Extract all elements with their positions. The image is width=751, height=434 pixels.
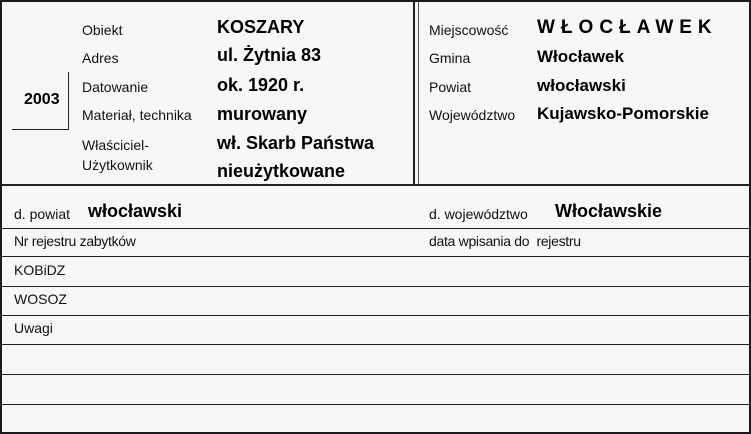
gmina-label: Gmina xyxy=(429,50,471,66)
center-divider-shadow xyxy=(418,2,419,184)
material-value: murowany xyxy=(217,104,308,124)
uwagi-label: Uwagi xyxy=(14,320,53,336)
row-divider-4 xyxy=(2,315,749,316)
row-divider-1 xyxy=(2,228,749,229)
nr-rejestru-label: Nr rejestru zabytków xyxy=(14,233,136,249)
datowanie-value: ok. 1920 r. xyxy=(217,75,305,95)
row-divider-2 xyxy=(2,256,749,257)
material-label: Materiał, technika xyxy=(82,107,192,123)
row-divider-7 xyxy=(2,404,749,405)
d-powiat-value: włocławski xyxy=(88,201,183,221)
adres-value: ul. Żytnia 83 xyxy=(217,45,322,65)
gmina-value: Włocławek xyxy=(537,47,624,66)
d-wojewodztwo-label: d. województwo xyxy=(429,206,528,222)
wojewodztwo-label: Województwo xyxy=(429,107,516,123)
row-divider-5 xyxy=(2,344,749,345)
card-number: 2003 xyxy=(24,91,60,108)
d-powiat-label: d. powiat xyxy=(14,206,71,222)
number-box-bottom-border xyxy=(12,129,69,130)
uzytkownik-value: nieużytkowane xyxy=(217,161,346,181)
wlasciciel-label: Właściciel- xyxy=(82,137,149,153)
obiekt-value: KOSZARY xyxy=(217,17,305,37)
powiat-value: włocławski xyxy=(537,76,626,95)
wosoz-label: WOSOZ xyxy=(14,291,67,307)
center-divider xyxy=(413,2,415,184)
miejscowosc-value: WŁOCŁAWEK xyxy=(537,17,718,38)
kobidz-label: KOBiDZ xyxy=(14,262,66,278)
powiat-label: Powiat xyxy=(429,79,472,95)
uzytkownik-label: Użytkownik xyxy=(82,157,153,173)
wlasciciel-value: wł. Skarb Państwa xyxy=(217,133,375,153)
header-bottom-border xyxy=(2,184,749,186)
obiekt-label: Obiekt xyxy=(82,22,123,38)
datowanie-label: Datowanie xyxy=(82,79,149,95)
adres-label: Adres xyxy=(82,50,119,66)
data-wpisania-label: data wpisania do rejestru xyxy=(429,233,581,249)
row-divider-6 xyxy=(2,374,749,375)
row-divider-3 xyxy=(2,286,749,287)
miejscowosc-label: Miejscowość xyxy=(429,22,509,38)
number-box-right-border xyxy=(68,72,69,130)
wojewodztwo-value: Kujawsko-Pomorskie xyxy=(537,104,709,123)
d-wojewodztwo-value: Włocławskie xyxy=(555,201,663,221)
